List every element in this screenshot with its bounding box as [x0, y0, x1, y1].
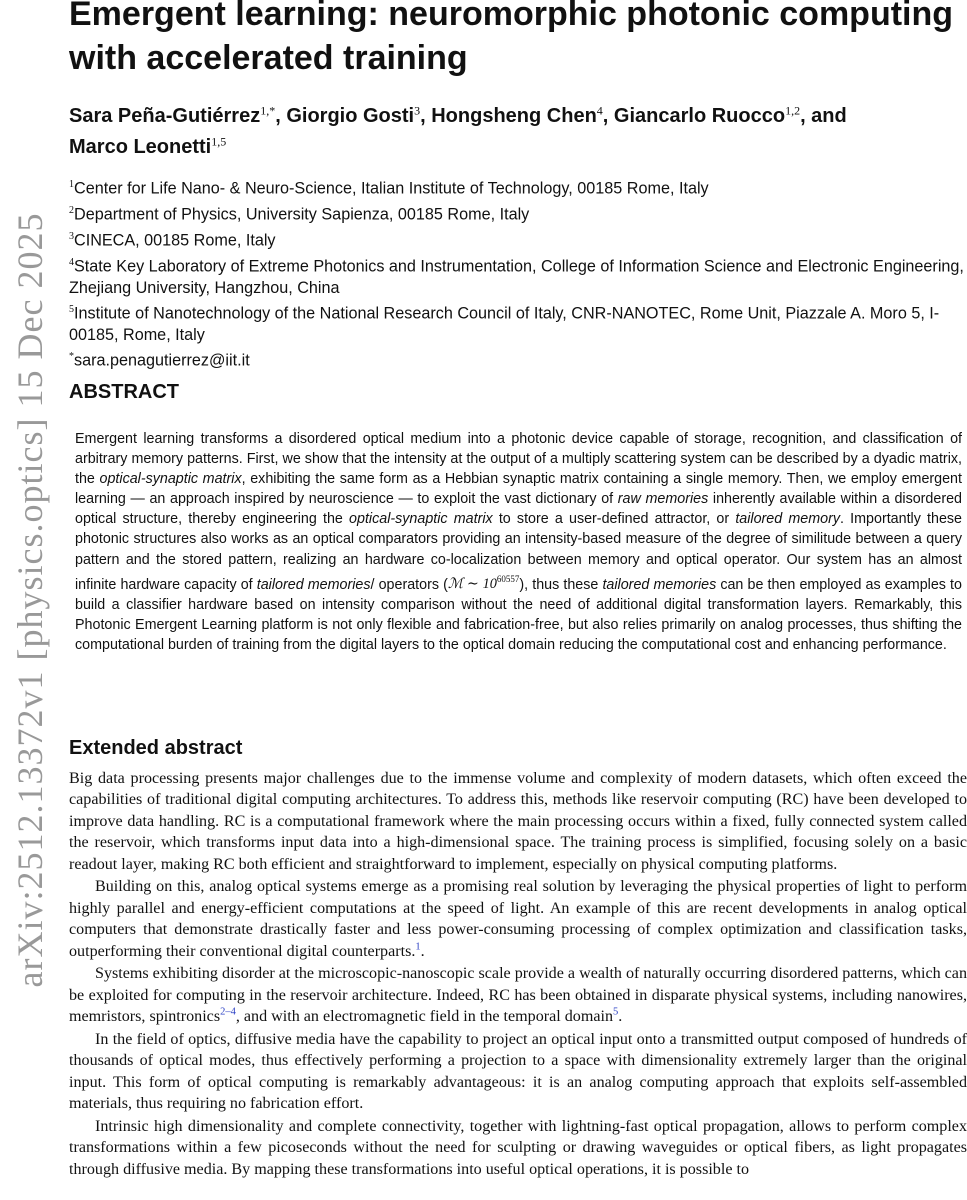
abstract-heading: ABSTRACT: [69, 381, 179, 403]
author: Giorgio Gosti$^3$,: [286, 103, 432, 127]
author: Sara Peña-Gutiérrez$^{1,*}$,: [69, 103, 287, 127]
body-paragraph: Building on this, analog optical systems emerge as a promising real solution by leveraging the physical properties of light to perform highly parallel and energy-efficient computations at the speed of light. An example of this are recent developments in analog optical computers that demonstrate drastically faster and less power-consuming processing of complex optimization and classification tasks, outperforming their conventional digital counterparts.$^1$.: [69, 878, 967, 960]
corresponding-email[interactable]: *sara.penagutierrez@iit.it: [69, 351, 250, 370]
body-paragraph: Intrinsic high dimensionality and complete connectivity, together with lightning-fast optical propagation, allows to perform complex transformations within a few picoseconds without the need for sculpting or drawing waveguides or optical fibers, as light propagates through diffusive media. By mapping these transformations into useful optical operations, it is possible to: [69, 1117, 967, 1178]
body-paragraph: Big data processing presents major challenges due to the immense volume and complexity of modern datasets, which often exceed the capabilities of traditional digital computing architectures. To address this, methods like reservoir computing (RC) have been developed to improve data handling. RC is a computational framework where the main processing occurs within a fixed, fully connected system called the reservoir, which transforms input data into a high-dimensional space. The training process is simplified, focusing solely on a basic readout layer, making RC both efficient and straightforward to implement, especially on physical computing platforms.: [69, 770, 967, 873]
extended-abstract-body: [69, 768, 967, 1181]
citation-link[interactable]: 5: [613, 1006, 619, 1018]
arxiv-id-text: arXiv:2512.13372v1 [physics.optics] 15 Dec 2025: [10, 212, 50, 988]
body-paragraph: Systems exhibiting disorder at the microscopic-nanoscopic scale provide a wealth of naturally occurring disordered patterns, which can be exploited for computing in the reservoir architecture. Indeed, RC has been obtained in disparate physical systems, including nanowires, memristors, spintronics$^{2-4}$, and with an electromagnetic field in the temporal domain$^5$.: [69, 965, 967, 1026]
author: Marco Leonetti$^{1,5}$: [69, 134, 227, 159]
arxiv-side-identifier: [0, 0, 60, 1200]
citation-link[interactable]: 1: [415, 941, 421, 953]
extended-abstract-heading: Extended abstract: [69, 737, 243, 759]
body-paragraph: In the field of optics, diffusive media have the capability to project an optical input onto a transmitted output composed of hundreds of thousands of optical modes, thus effectively performing a projection to a space with dimensionality extremely larger than the original input. This form of optical computing is remarkably advantageous: it is an analog computing approach that exploits self-assembled materials, thus requiring no fabrication effort.: [69, 1030, 967, 1112]
affiliation: $^2$Department of Physics, University Sapienza, 00185 Rome, Italy: [69, 204, 530, 224]
abstract-text: Emergent learning transforms a disordered optical medium into a photonic device capable of storage, recognition, and classification of arbitrary memory patterns. First, we show that the intensity at the output of a multiply scattering system can be described by a dyadic matrix, the optical-synaptic matrix, exhibiting the same form as a Hebbian synaptic matrix containing a single memory. Then, we employ emergent learning — an approach inspired by neuroscience — to exploit the vast dictionary of raw memories inherently available within a disordered optical structure, thereby engineering the optical-synaptic matrix to store a user-defined attractor, or tailored memory. Importantly these photonic structures also works as an optical comparators providing an intensity-based measure of the degree of similitude between a query pattern and the stored pattern, realizing an hardware co-localization between memory and optical operator. Our system has an almost infinite hardware capacity of tailored memories/ operators (ℳ ∼ $10^{60557}$), thus these tailored memories can be then employed as examples to build a classifier hardware based on intensity comparison without the need of additional digital transformation layers. Remarkably, this Photonic Emergent Learning platform is not only flexible and fabrication-free, but also relies primarily on analog processes, thus shifting the computational burden of training from the digital layers to the optical domain reducing the computational cost and enhancing performance.: [75, 431, 963, 653]
affiliation: $^4$State Key Laboratory of Extreme Photonics and Instrumentation, College of Information Science and Electronic Engineering, Zhejiang University, Hangzhou, China: [69, 256, 964, 297]
capacity-formula: ℳ ∼ $10^{60557}$: [447, 574, 520, 593]
affiliation: $^1$Center for Life Nano- & Neuro-Science, Italian Institute of Technology, 00185 Rome, Italy: [69, 179, 709, 198]
citation-link[interactable]: 2–4: [220, 1006, 236, 1018]
author: Hongsheng Chen$^4$,: [431, 103, 614, 127]
affiliation-list: [69, 174, 967, 372]
affiliation: $^5$Institute of Nanotechnology of the National Research Council of Italy, CNR-NANOTEC, Rome Unit, Piazzale A. Moro 5, I-00185, Rome, Italy: [69, 304, 940, 344]
paper-title: Emergent learning: neuromorphic photonic computing with accelerated training: [69, 0, 954, 77]
author-list: [69, 97, 967, 160]
affiliation: $^3$CINECA, 00185 Rome, Italy: [69, 230, 276, 250]
author: Giancarlo Ruocco$^{1,2}$, and: [613, 103, 847, 127]
